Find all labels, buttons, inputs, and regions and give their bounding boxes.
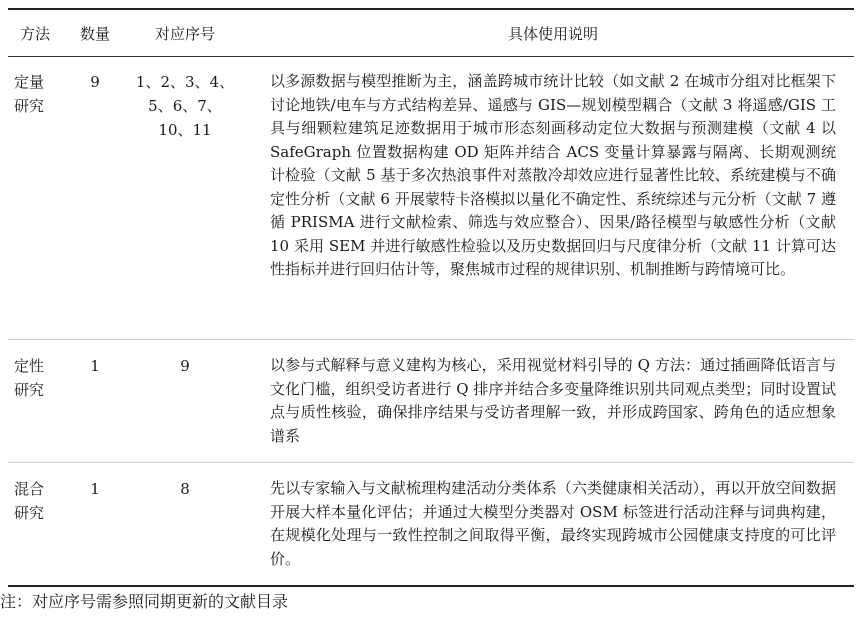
- table-row: [8, 340, 854, 463]
- description-cell: 先以专家输入与文献梳理构建活动分类体系（六类健康相关活动），再以开放空间数据开展大样本量化评估；并通过大模型分类器对 OSM 标签进行活动注释与词典构建，在规模化处理与一致性控制之间取得平衡，最终实现跨城市公园健康支持度的可比评价。: [252, 463, 854, 587]
- table-row: [8, 57, 854, 340]
- ref-cell: [118, 57, 252, 340]
- ref-line: 1、2、3、4、: [135, 73, 235, 91]
- ref-line: 8: [180, 480, 190, 498]
- ref-line: 10、11: [158, 121, 212, 139]
- table-body: [8, 57, 854, 587]
- table-header: [8, 9, 854, 57]
- method-text: 定量研究: [14, 73, 45, 115]
- method-cell: [8, 340, 72, 463]
- header-ref: 对应序号: [154, 24, 215, 43]
- description-cell: 以参与式解释与意义建构为核心，采用视觉材料引导的 Q 方法：通过插画降低语言与文化门槛，组织受访者进行 Q 排序并结合多变量降维识别共同观点类型；同时设置试点与质性核验，确保排序结果与受访者理解一致，并形成跨国家、跨角色的适应想象谱系: [252, 340, 854, 463]
- method-cell: [8, 57, 72, 340]
- table-row: [8, 463, 854, 587]
- header-count: 数量: [79, 24, 110, 43]
- methods-table: [8, 8, 854, 587]
- table-note: 注：对应序号需参照同期更新的文献目录: [0, 592, 289, 611]
- ref-line: 9: [180, 357, 190, 375]
- count-cell: 1: [72, 463, 118, 587]
- ref-cell: [118, 340, 252, 463]
- method-text: 混合研究: [14, 480, 45, 522]
- description-cell: 以多源数据与模型推断为主，涵盖跨城市统计比较（如文献 2 在城市分组对比框架下讨论地铁/电车与方式结构差异、遥感与 GIS—规划模型耦合（文献 3 将遥感/GIS 工具与细颗粒建筑足迹数据用于城市形态刻画移动定位大数据与预测建模（文献 4 以 SafeGraph 位置数据构建 OD 矩阵并结合 ACS 变量计算暴露与隔离、长期观测统计检验（文献 5 基于多次热浪事件对蒸散冷却效应进行显著性比较、系统建模与不确定性分析（文献 6 开展蒙特卡洛模拟以量化不确定性、系统综述与元分析（文献 7 遵循 PRISMA 进行文献检索、筛选与效应整合）、因果/路径模型与敏感性分析（文献 10 采用 SEM 并进行敏感性检验以及历史数据回归与尺度律分析（文献 11 计算可达性指标并进行回归估计等，聚焦城市过程的规律识别、机制推断与跨情境可比。: [252, 57, 854, 340]
- count-cell: 1: [72, 340, 118, 463]
- ref-cell: [118, 463, 252, 587]
- header-method: 方法: [20, 24, 51, 43]
- count-cell: 9: [72, 57, 118, 340]
- method-cell: [8, 463, 72, 587]
- method-text: 定性研究: [14, 357, 45, 399]
- methods-table-container: [8, 8, 854, 587]
- ref-line: 5、6、7、: [148, 97, 222, 115]
- header-description: 具体使用说明: [507, 24, 598, 43]
- header-row: [8, 9, 854, 57]
